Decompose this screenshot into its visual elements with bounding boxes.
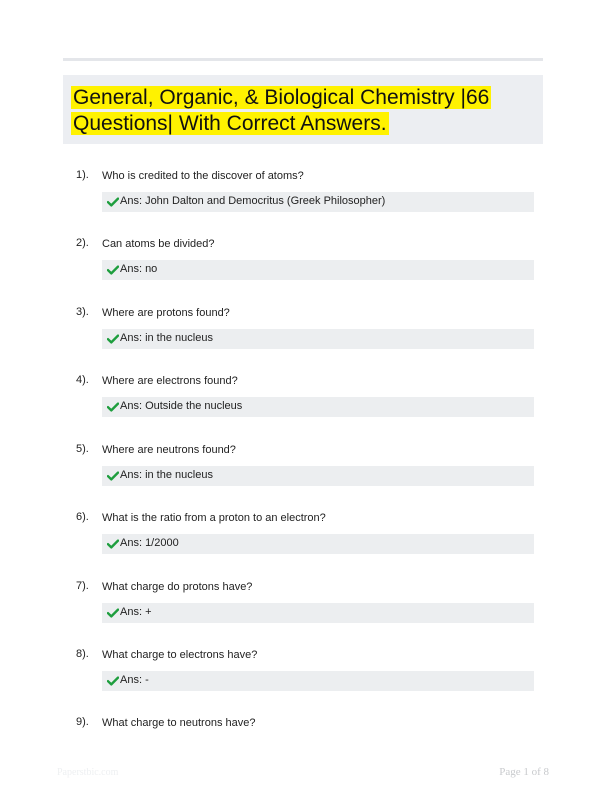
answer-box — [102, 534, 534, 554]
check-icon — [107, 608, 119, 618]
title-box — [63, 75, 543, 144]
question-text: Can atoms be divided? — [102, 238, 215, 250]
question-text: What charge to neutrons have? — [102, 717, 256, 729]
title-highlight: General, Organic, & Biological Chemistry |66 Questions| With Correct Answers. — [73, 86, 490, 135]
question-text: What is the ratio from a proton to an electron? — [102, 512, 326, 524]
question-number: 2). — [76, 237, 89, 249]
question-item — [0, 374, 606, 434]
question-item — [0, 306, 606, 366]
question-text: Where are neutrons found? — [102, 444, 236, 456]
answer-box — [102, 260, 534, 280]
answer-box — [102, 466, 534, 486]
question-number: 7). — [76, 580, 89, 592]
question-item — [0, 443, 606, 503]
question-text: What charge to electrons have? — [102, 649, 258, 661]
document-title — [71, 85, 511, 137]
answer-box — [102, 397, 534, 417]
check-icon — [107, 676, 119, 686]
question-item — [0, 237, 606, 297]
question-text: Where are protons found? — [102, 307, 230, 319]
footer-watermark: Paperstbic.com — [57, 767, 119, 778]
check-icon — [107, 334, 119, 344]
answer-text: Ans: - — [120, 674, 149, 686]
check-icon — [107, 265, 119, 275]
page-number: Page 1 of 8 — [499, 766, 549, 778]
question-number: 4). — [76, 374, 89, 386]
answer-box — [102, 329, 534, 349]
answer-text: Ans: John Dalton and Democritus (Greek Philosopher) — [120, 195, 386, 207]
check-icon — [107, 197, 119, 207]
question-number: 3). — [76, 306, 89, 318]
answer-text: Ans: Outside the nucleus — [120, 400, 243, 412]
question-number: 8). — [76, 648, 89, 660]
answer-text: Ans: in the nucleus — [120, 332, 213, 344]
answer-text: Ans: no — [120, 263, 158, 275]
question-item — [0, 580, 606, 640]
question-number: 1). — [76, 169, 89, 181]
answer-box — [102, 603, 534, 623]
answer-text: Ans: in the nucleus — [120, 469, 213, 481]
top-rule — [63, 58, 543, 61]
check-icon — [107, 539, 119, 549]
question-item — [0, 511, 606, 571]
check-icon — [107, 471, 119, 481]
question-item — [0, 169, 606, 229]
check-icon — [107, 402, 119, 412]
question-number: 5). — [76, 443, 89, 455]
answer-box — [102, 671, 534, 691]
answer-box — [102, 192, 534, 212]
question-text: What charge do protons have? — [102, 581, 253, 593]
question-text: Who is credited to the discover of atoms? — [102, 170, 304, 182]
question-text: Where are electrons found? — [102, 375, 238, 387]
answer-text: Ans: + — [120, 606, 152, 618]
question-item — [0, 648, 606, 708]
question-number: 9). — [76, 716, 89, 728]
question-number: 6). — [76, 511, 89, 523]
answer-text: Ans: 1/2000 — [120, 537, 179, 549]
